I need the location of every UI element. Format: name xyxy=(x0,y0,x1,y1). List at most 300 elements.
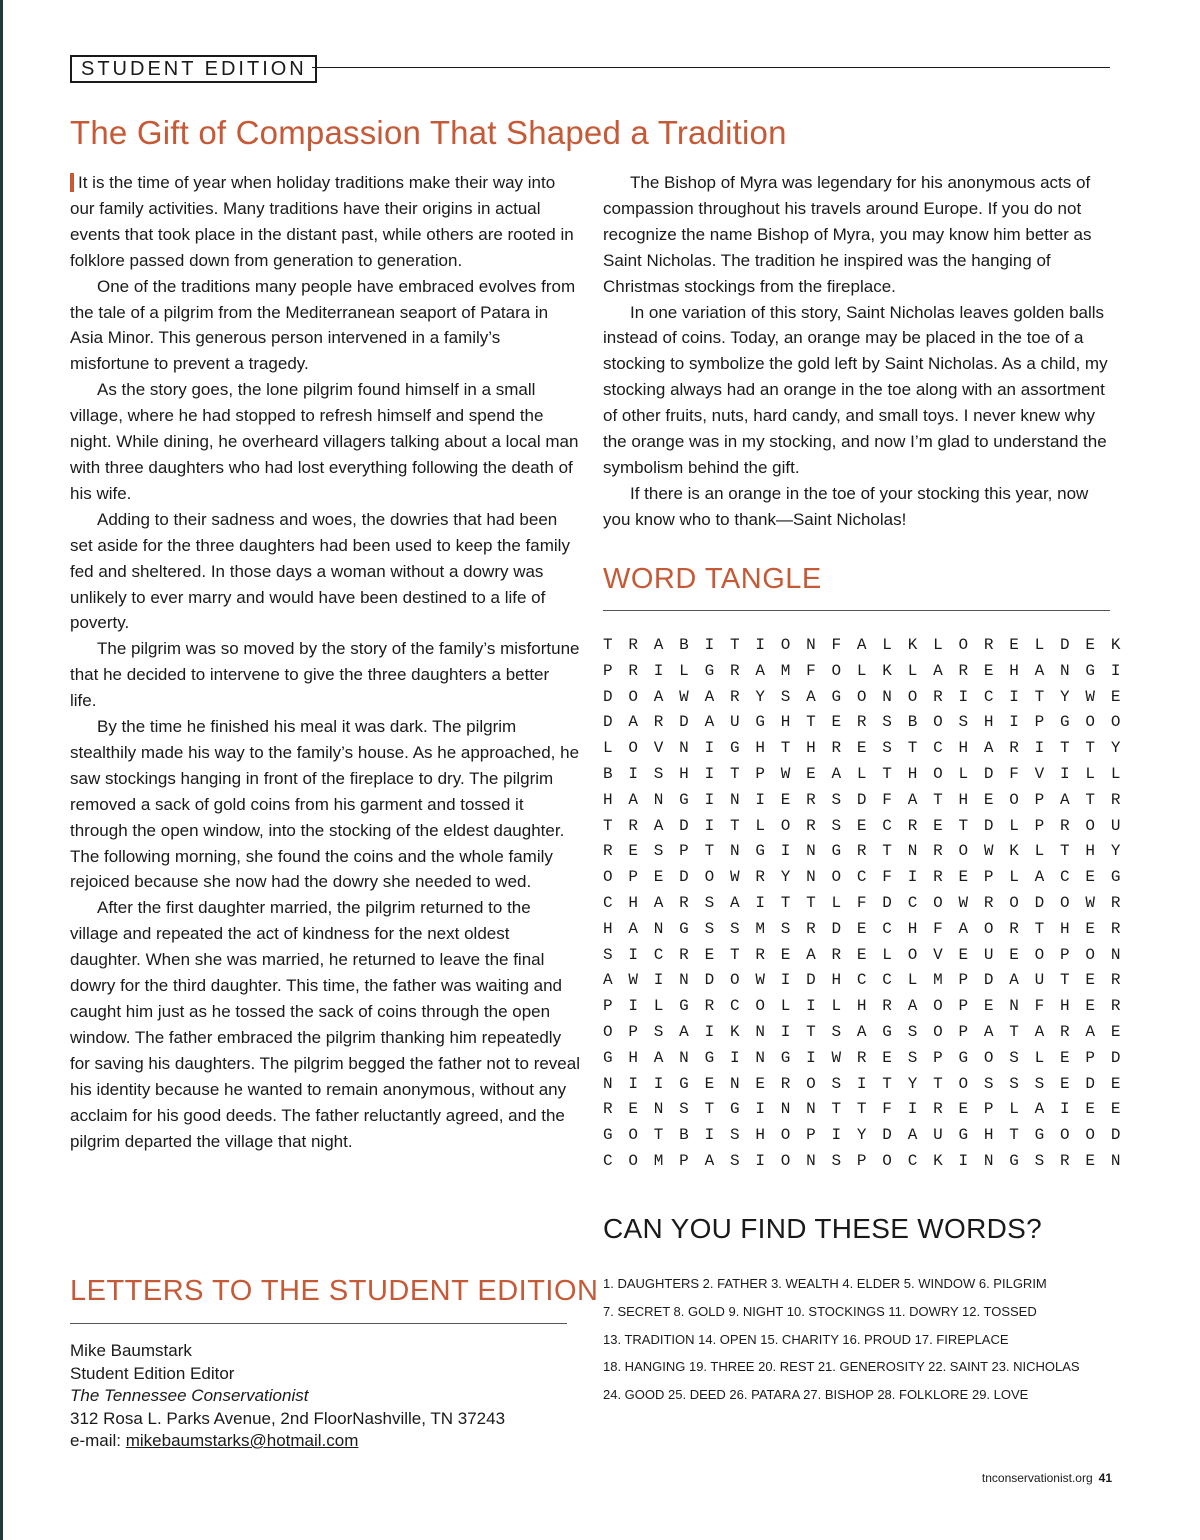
grid-letter: W xyxy=(983,842,994,861)
grid-letter: G xyxy=(679,1074,689,1093)
grid-letter: H xyxy=(780,713,791,732)
grid-letter: G xyxy=(755,713,765,732)
grid-letter: E xyxy=(856,919,867,938)
grid-letter: S xyxy=(907,1048,918,1067)
grid-letter: A xyxy=(603,971,613,990)
grid-letter: Y xyxy=(1060,687,1070,706)
grid-letter: A xyxy=(1034,661,1045,680)
grid-letter: G xyxy=(1085,661,1096,680)
grid-letter: L xyxy=(856,661,867,680)
grid-letter: A xyxy=(679,1022,689,1041)
grid-letter: S xyxy=(831,1151,842,1170)
grid-letter: T xyxy=(806,713,816,732)
grid-letter: G xyxy=(679,790,689,809)
grid-letter: G xyxy=(1110,868,1121,887)
page-number: 41 xyxy=(1098,1471,1112,1485)
grid-letter: A xyxy=(983,1022,994,1041)
grid-letter: T xyxy=(729,764,740,783)
grid-letter: H xyxy=(983,1126,994,1145)
letters-title: LETTERS TO THE STUDENT EDITION xyxy=(70,1275,599,1307)
article-left-column xyxy=(70,170,580,1154)
grid-letter: E xyxy=(958,945,969,964)
grid-letter: E xyxy=(831,713,842,732)
grid-letter: I xyxy=(729,1048,740,1067)
grid-letter: D xyxy=(983,971,994,990)
grid-letter: C xyxy=(603,1151,613,1170)
grid-letter: I xyxy=(653,1074,664,1093)
grid-letter: I xyxy=(755,1151,765,1170)
article-paragraph: By the time he finished his meal it was dark. The pilgrim stealthily made his way to the family’s house. As he approached, he saw stockings hanging in front of the fireplace to dry. The pilgrim removed a sack of gold coins from his garment and tossed it through the open window, into the stocking of the eldest daughter. The following morning, she found the coins and the whole family rejoiced because she now had the dowry she needed to wed. xyxy=(70,717,580,892)
grid-letter: E xyxy=(1110,687,1121,706)
grid-letter: I xyxy=(780,1022,791,1041)
grid-letter: W xyxy=(1085,687,1096,706)
grid-letter: I xyxy=(806,997,816,1016)
grid-letter: K xyxy=(1009,842,1019,861)
grid-row xyxy=(603,814,1121,840)
grid-letter: A xyxy=(628,919,638,938)
grid-letter: S xyxy=(653,842,664,861)
grid-letter: R xyxy=(729,687,740,706)
grid-letter: T xyxy=(882,1074,892,1093)
grid-letter: L xyxy=(780,997,791,1016)
grid-letter: C xyxy=(653,945,664,964)
grid-row xyxy=(603,659,1121,685)
grid-letter: A xyxy=(704,1151,715,1170)
grid-letter: L xyxy=(958,764,969,783)
grid-letter: R xyxy=(983,636,994,654)
grid-letter: O xyxy=(780,1151,791,1170)
word-tangle-title: WORD TANGLE xyxy=(603,563,822,595)
grid-letter: R xyxy=(603,1100,613,1119)
grid-letter: I xyxy=(628,764,638,783)
grid-letter: H xyxy=(907,919,918,938)
grid-letter: P xyxy=(628,868,638,887)
grid-letter: C xyxy=(1060,868,1070,887)
grid-letter: L xyxy=(882,636,892,654)
grid-letter: I xyxy=(1110,661,1121,680)
email-link[interactable]: mikebaumstarks@hotmail.com xyxy=(125,1431,359,1450)
grid-letter: A xyxy=(1009,971,1019,990)
grid-letter: E xyxy=(856,945,867,964)
grid-letter: I xyxy=(704,764,715,783)
mailing-address: 312 Rosa L. Parks Avenue, 2nd FloorNashville, TN 37243 xyxy=(70,1408,506,1428)
grid-letter: N xyxy=(780,1100,791,1119)
grid-letter: L xyxy=(1009,1100,1019,1119)
grid-letter: R xyxy=(603,842,613,861)
word-tangle-rule xyxy=(603,610,1110,611)
grid-letter: R xyxy=(882,997,892,1016)
grid-letter: S xyxy=(882,713,892,732)
grid-letter: E xyxy=(1085,1151,1096,1170)
grid-letter: G xyxy=(755,842,765,861)
grid-letter: T xyxy=(882,842,892,861)
grid-letter: T xyxy=(1060,739,1070,758)
grid-letter: R xyxy=(755,945,765,964)
grid-letter: E xyxy=(1085,971,1096,990)
grid-letter: T xyxy=(806,893,816,912)
grid-letter: N xyxy=(653,1100,664,1119)
grid-letter: I xyxy=(780,842,791,861)
grid-letter: P xyxy=(603,661,613,680)
grid-letter: G xyxy=(704,1048,715,1067)
grid-letter: N xyxy=(755,1022,765,1041)
grid-letter: H xyxy=(831,971,842,990)
grid-letter: R xyxy=(831,739,842,758)
grid-letter: O xyxy=(704,868,715,887)
grid-letter: I xyxy=(958,1151,969,1170)
grid-letter: S xyxy=(831,1074,842,1093)
grid-letter: I xyxy=(704,790,715,809)
email-label: e-mail: xyxy=(70,1431,126,1450)
grid-letter: O xyxy=(882,1151,892,1170)
grid-letter: L xyxy=(1009,816,1019,835)
grid-row xyxy=(603,685,1121,711)
grid-letter: D xyxy=(1110,1126,1121,1145)
grid-letter: D xyxy=(1110,1048,1121,1067)
grid-letter: O xyxy=(958,1074,969,1093)
page-footer xyxy=(982,1471,1112,1485)
grid-letter: D xyxy=(983,816,994,835)
grid-letter: F xyxy=(1009,764,1019,783)
grid-letter: A xyxy=(653,687,664,706)
grid-letter: G xyxy=(882,1022,892,1041)
grid-letter: E xyxy=(780,790,791,809)
email-line xyxy=(70,1430,570,1453)
grid-row xyxy=(603,788,1121,814)
grid-row xyxy=(603,633,1121,659)
grid-letter: T xyxy=(806,1022,816,1041)
grid-letter: A xyxy=(653,816,664,835)
grid-letter: L xyxy=(882,945,892,964)
grid-letter: P xyxy=(983,1100,994,1119)
grid-letter: N xyxy=(653,919,664,938)
grid-letter: C xyxy=(983,687,994,706)
grid-letter: D xyxy=(1034,893,1045,912)
grid-letter: I xyxy=(1009,687,1019,706)
grid-letter: R xyxy=(856,1048,867,1067)
grid-letter: U xyxy=(983,945,994,964)
grid-letter: T xyxy=(653,1126,664,1145)
grid-letter: S xyxy=(831,790,842,809)
article-paragraph: The pilgrim was so moved by the story of the family’s misfortune that he decided to intervene to give the three daughters a better life. xyxy=(70,639,580,711)
grid-letter: R xyxy=(933,842,943,861)
grid-letter: N xyxy=(1110,1151,1121,1170)
grid-letter: R xyxy=(1009,919,1019,938)
grid-letter: A xyxy=(806,687,816,706)
grid-letter: H xyxy=(856,997,867,1016)
grid-letter: D xyxy=(882,893,892,912)
grid-letter: E xyxy=(1085,919,1096,938)
grid-letter: O xyxy=(628,739,638,758)
grid-letter: A xyxy=(653,893,664,912)
grid-letter: L xyxy=(933,636,943,654)
grid-row xyxy=(603,1046,1121,1072)
grid-row xyxy=(603,968,1121,994)
grid-letter: Y xyxy=(1110,842,1121,861)
grid-letter: L xyxy=(653,997,664,1016)
grid-letter: T xyxy=(1085,739,1096,758)
grid-letter: V xyxy=(653,739,664,758)
grid-letter: O xyxy=(729,971,740,990)
grid-letter: P xyxy=(1060,945,1070,964)
grid-letter: Y xyxy=(1110,739,1121,758)
grid-letter: E xyxy=(704,1074,715,1093)
grid-letter: Y xyxy=(856,1126,867,1145)
grid-letter: P xyxy=(958,1022,969,1041)
grid-letter: N xyxy=(983,1151,994,1170)
grid-letter: L xyxy=(1034,1048,1045,1067)
grid-letter: V xyxy=(1034,764,1045,783)
grid-letter: R xyxy=(806,816,816,835)
grid-letter: S xyxy=(729,1151,740,1170)
grid-letter: O xyxy=(958,842,969,861)
grid-letter: I xyxy=(856,1074,867,1093)
grid-row xyxy=(603,1072,1121,1098)
grid-letter: O xyxy=(1085,1126,1096,1145)
grid-letter: A xyxy=(856,636,867,654)
grid-letter: S xyxy=(603,945,613,964)
grid-letter: T xyxy=(882,764,892,783)
grid-letter: I xyxy=(653,971,664,990)
grid-letter: E xyxy=(1085,868,1096,887)
grid-letter: T xyxy=(729,636,740,654)
grid-letter: P xyxy=(679,1151,689,1170)
grid-letter: E xyxy=(653,868,664,887)
grid-letter: C xyxy=(603,893,613,912)
grid-letter: C xyxy=(882,816,892,835)
grid-letter: F xyxy=(882,868,892,887)
grid-letter: R xyxy=(628,816,638,835)
grid-letter: E xyxy=(1060,1048,1070,1067)
grid-letter: G xyxy=(831,687,842,706)
grid-letter: I xyxy=(780,971,791,990)
grid-letter: N xyxy=(806,1100,816,1119)
grid-letter: I xyxy=(831,1126,842,1145)
grid-letter: R xyxy=(1110,790,1121,809)
grid-letter: T xyxy=(603,816,613,835)
grid-letter: H xyxy=(679,764,689,783)
grid-letter: F xyxy=(882,790,892,809)
grid-letter: P xyxy=(1034,790,1045,809)
grid-letter: Y xyxy=(780,868,791,887)
grid-letter: H xyxy=(958,739,969,758)
grid-letter: G xyxy=(958,1048,969,1067)
grid-letter: C xyxy=(882,971,892,990)
grid-letter: I xyxy=(704,636,715,654)
grid-letter: R xyxy=(1009,739,1019,758)
grid-row xyxy=(603,865,1121,891)
grid-letter: E xyxy=(1110,1100,1121,1119)
grid-letter: N xyxy=(1110,945,1121,964)
grid-letter: R xyxy=(729,661,740,680)
grid-letter: K xyxy=(907,636,918,654)
grid-letter: E xyxy=(628,1100,638,1119)
grid-letter: H xyxy=(628,1048,638,1067)
grid-letter: H xyxy=(907,764,918,783)
grid-letter: R xyxy=(653,713,664,732)
grid-letter: P xyxy=(958,971,969,990)
grid-letter: E xyxy=(958,868,969,887)
grid-letter: E xyxy=(983,661,994,680)
grid-letter: N xyxy=(679,739,689,758)
grid-letter: E xyxy=(1009,636,1019,654)
grid-letter: W xyxy=(755,971,765,990)
grid-letter: W xyxy=(679,687,689,706)
grid-letter: O xyxy=(933,997,943,1016)
grid-letter: O xyxy=(983,1048,994,1067)
grid-row xyxy=(603,1149,1121,1175)
grid-letter: I xyxy=(653,661,664,680)
grid-letter: S xyxy=(958,713,969,732)
grid-letter: C xyxy=(907,893,918,912)
grid-letter: N xyxy=(806,868,816,887)
grid-letter: N xyxy=(907,842,918,861)
grid-letter: O xyxy=(806,1074,816,1093)
grid-letter: N xyxy=(755,1048,765,1067)
grid-letter: I xyxy=(806,1048,816,1067)
grid-letter: R xyxy=(780,1074,791,1093)
grid-letter: S xyxy=(679,1100,689,1119)
grid-letter: O xyxy=(780,636,791,654)
grid-letter: S xyxy=(983,1074,994,1093)
grid-letter: I xyxy=(755,636,765,654)
grid-letter: A xyxy=(1034,868,1045,887)
header-row xyxy=(70,55,1110,81)
grid-letter: A xyxy=(958,919,969,938)
grid-letter: O xyxy=(780,1126,791,1145)
grid-letter: O xyxy=(933,893,943,912)
grid-letter: L xyxy=(831,997,842,1016)
grid-letter: I xyxy=(704,739,715,758)
grid-letter: U xyxy=(1034,971,1045,990)
grid-letter: O xyxy=(755,997,765,1016)
article-paragraph: The Bishop of Myra was legendary for his anonymous acts of compassion throughout his travels around Europe. If you do not recognize the name Bishop of Myra, you may know him better as Saint Nicholas. The tradition he inspired was the hanging of Christmas stockings from the fireplace. xyxy=(603,173,1092,296)
grid-letter: G xyxy=(603,1126,613,1145)
grid-row xyxy=(603,839,1121,865)
grid-letter: P xyxy=(755,764,765,783)
grid-letter: O xyxy=(628,687,638,706)
grid-letter: P xyxy=(958,997,969,1016)
grid-letter: T xyxy=(729,945,740,964)
grid-letter: N xyxy=(653,790,664,809)
grid-letter: T xyxy=(1009,1126,1019,1145)
grid-letter: W xyxy=(780,764,791,783)
grid-letter: I xyxy=(704,1022,715,1041)
grid-letter: R xyxy=(1060,816,1070,835)
grid-letter: O xyxy=(933,1022,943,1041)
grid-letter: L xyxy=(1034,842,1045,861)
grid-letter: A xyxy=(831,764,842,783)
grid-letter: A xyxy=(628,790,638,809)
find-words-list xyxy=(603,1270,1113,1409)
grid-letter: H xyxy=(983,713,994,732)
grid-letter: H xyxy=(603,790,613,809)
article-paragraph: One of the traditions many people have embraced evolves from the tale of a pilgrim from the Mediterranean seaport of Patara in Asia Minor. This generous person intervened in a family’s misfortune to prevent a tragedy. xyxy=(70,276,576,374)
grid-letter: G xyxy=(679,997,689,1016)
grid-letter: K xyxy=(1110,636,1121,654)
grid-letter: O xyxy=(1060,893,1070,912)
grid-letter: H xyxy=(1060,919,1070,938)
grid-letter: R xyxy=(831,945,842,964)
grid-letter: R xyxy=(958,661,969,680)
grid-letter: T xyxy=(933,1074,943,1093)
grid-letter: K xyxy=(729,1022,740,1041)
grid-letter: L xyxy=(603,739,613,758)
grid-letter: R xyxy=(856,842,867,861)
grid-letter: H xyxy=(958,790,969,809)
grid-letter: T xyxy=(780,893,791,912)
grid-letter: P xyxy=(1034,816,1045,835)
article-paragraph: As the story goes, the lone pilgrim found himself in a small village, where he had stopped to refresh himself and spend the night. While dining, he overheard villagers talking about a local man with three daughters who had lost everything following the death of his wife. xyxy=(70,380,579,503)
grid-letter: R xyxy=(933,687,943,706)
grid-letter: I xyxy=(755,790,765,809)
grid-letter: H xyxy=(603,919,613,938)
grid-letter: L xyxy=(679,661,689,680)
grid-letter: L xyxy=(755,816,765,835)
grid-letter: S xyxy=(1009,1074,1019,1093)
grid-letter: O xyxy=(907,945,918,964)
grid-letter: I xyxy=(628,997,638,1016)
grid-letter: T xyxy=(729,816,740,835)
grid-letter: B xyxy=(679,636,689,654)
grid-letter: T xyxy=(1085,790,1096,809)
grid-letter: E xyxy=(628,842,638,861)
grid-letter: A xyxy=(907,997,918,1016)
grid-letter: H xyxy=(755,1126,765,1145)
grid-letter: P xyxy=(933,1048,943,1067)
grid-letter: A xyxy=(983,739,994,758)
grid-letter: D xyxy=(603,713,613,732)
grid-letter: O xyxy=(1009,893,1019,912)
grid-letter: O xyxy=(603,1022,613,1041)
grid-letter: E xyxy=(933,816,943,835)
grid-letter: I xyxy=(755,1100,765,1119)
grid-letter: T xyxy=(1034,919,1045,938)
grid-letter: D xyxy=(882,1126,892,1145)
grid-letter: P xyxy=(1034,713,1045,732)
grid-letter: P xyxy=(856,1151,867,1170)
grid-row xyxy=(603,736,1121,762)
grid-letter: N xyxy=(729,842,740,861)
grid-letter: T xyxy=(704,842,715,861)
grid-letter: F xyxy=(856,893,867,912)
grid-letter: O xyxy=(831,868,842,887)
grid-letter: N xyxy=(806,1151,816,1170)
grid-letter: C xyxy=(856,868,867,887)
grid-letter: P xyxy=(1085,1048,1096,1067)
grid-letter: G xyxy=(729,1100,740,1119)
grid-letter: B xyxy=(603,764,613,783)
grid-letter: F xyxy=(831,636,842,654)
grid-letter: A xyxy=(729,893,740,912)
grid-letter: E xyxy=(755,1074,765,1093)
grid-letter: M xyxy=(780,661,791,680)
grid-letter: E xyxy=(1085,997,1096,1016)
article-paragraph: Adding to their sadness and woes, the dowries that had been set aside for the three daughters had been used to keep the family fed and sheltered. In those days a woman without a dowry was unlikely to ever marry and would have been destined to a life of poverty. xyxy=(70,509,570,633)
grid-letter: R xyxy=(755,868,765,887)
grid-letter: T xyxy=(1034,687,1045,706)
grid-letter: L xyxy=(907,661,918,680)
grid-letter: W xyxy=(958,893,969,912)
grid-letter: H xyxy=(1009,661,1019,680)
grid-letter: M xyxy=(755,919,765,938)
grid-letter: S xyxy=(729,919,740,938)
grid-letter: E xyxy=(1060,1074,1070,1093)
word-list-line: 1. DAUGHTERS 2. FATHER 3. WEALTH 4. ELDER 5. WINDOW 6. PILGRIM xyxy=(603,1276,1047,1291)
grid-letter: S xyxy=(1034,1074,1045,1093)
grid-row xyxy=(603,891,1121,917)
grid-letter: R xyxy=(1060,1022,1070,1041)
